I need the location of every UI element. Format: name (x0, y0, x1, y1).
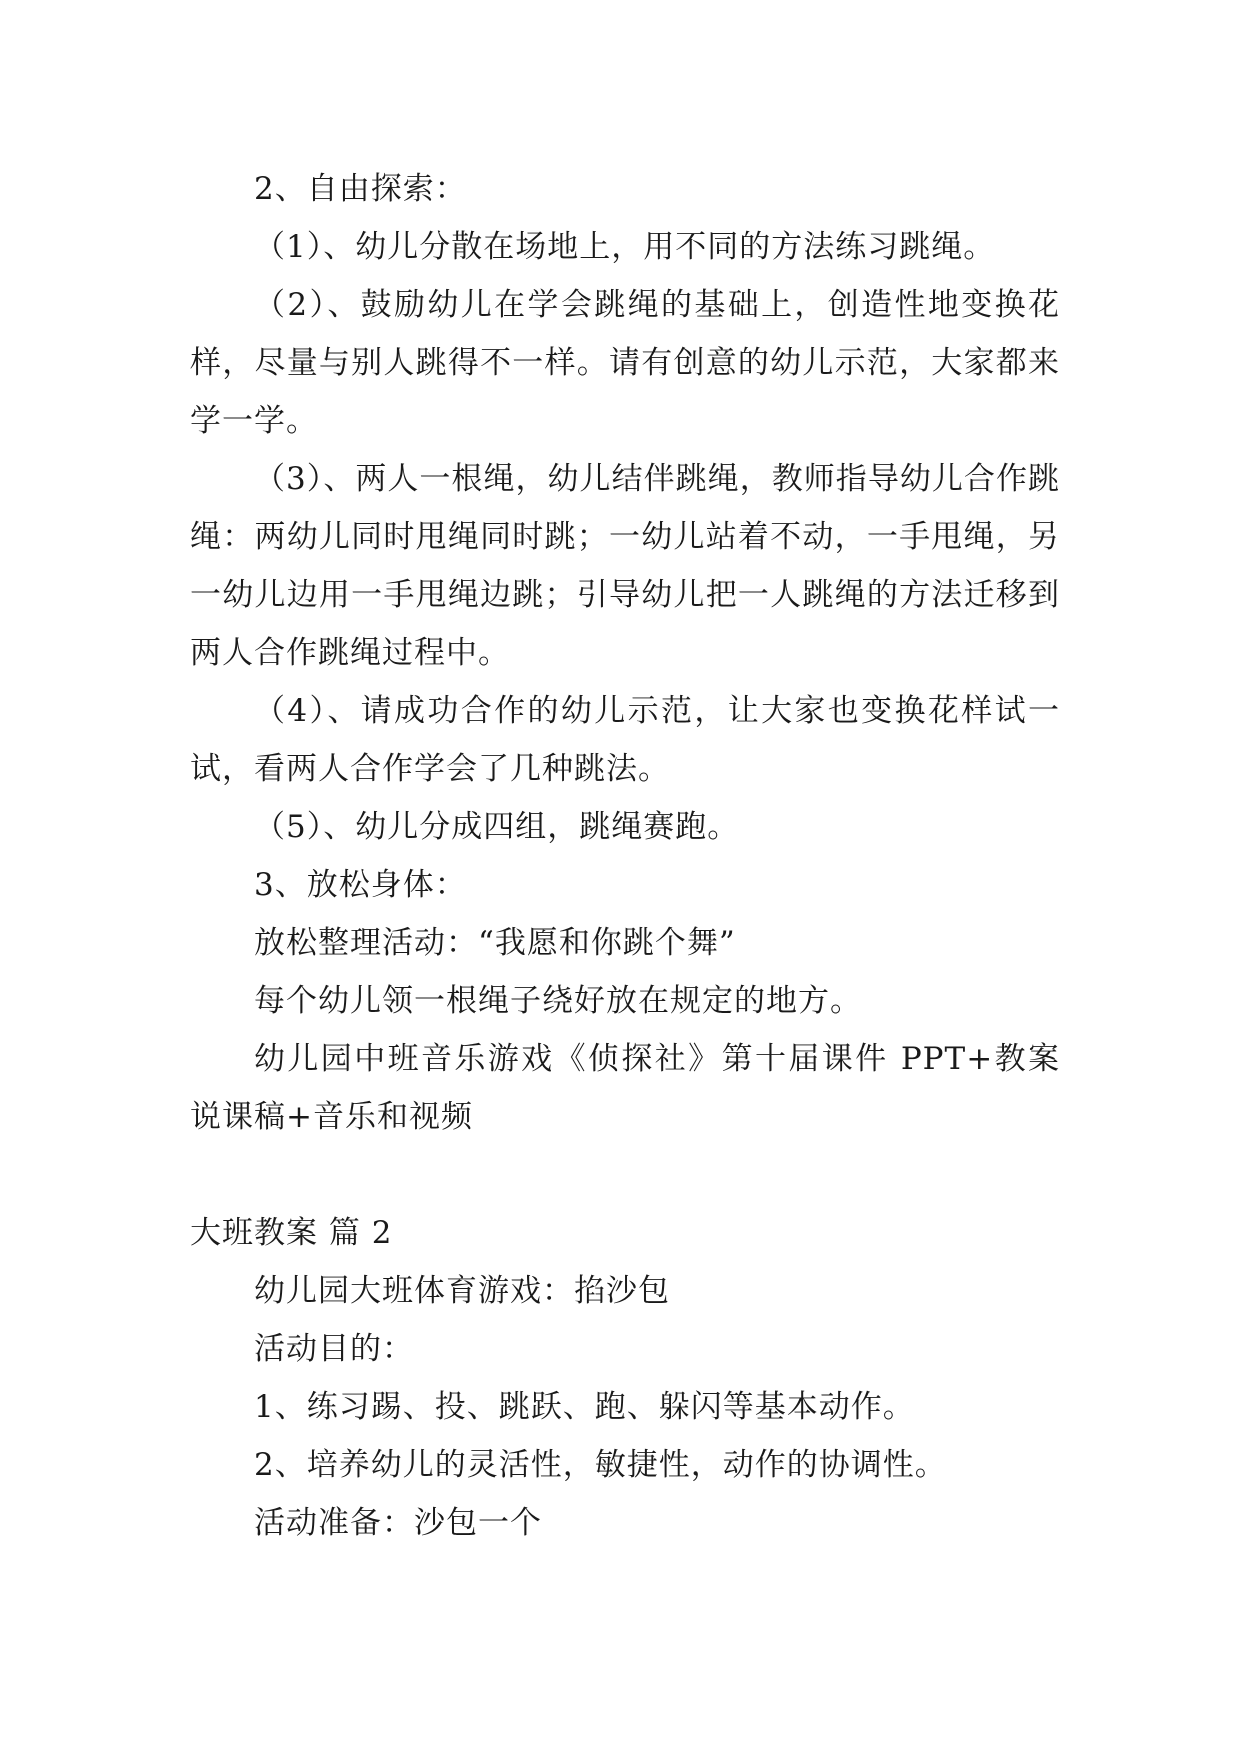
paragraph: （2）、鼓励幼儿在学会跳绳的基础上，创造性地变换花样，尽量与别人跳得不一样。请有创意的幼儿示范，大家都来学一学。 (190, 287, 1060, 439)
paragraph: （1）、幼儿分散在场地上，用不同的方法练习跳绳。 (254, 229, 996, 265)
paragraph: （3）、两人一根绳，幼儿结伴跳绳，教师指导幼儿合作跳绳：两幼儿同时甩绳同时跳；一幼儿站着不动，一手甩绳，另一幼儿边用一手甩绳边跳；引导幼儿把一人跳绳的方法迁移到两人合作跳绳过程中。 (190, 461, 1060, 671)
paragraph: 1、练习踢、投、跳跃、跑、躲闪等基本动作。 (254, 1389, 915, 1425)
paragraph: 3、放松身体： (254, 867, 467, 903)
paragraph: 活动目的： (254, 1331, 414, 1367)
paragraph: 2、自由探索： (254, 171, 467, 207)
paragraph: 幼儿园中班音乐游戏《侦探社》第十届课件 PPT+教案说课稿+音乐和视频 (190, 1041, 1060, 1135)
document-body (190, 160, 1060, 1552)
section-spacer (190, 1146, 1060, 1204)
paragraph: （4）、请成功合作的幼儿示范，让大家也变换花样试一试，看两人合作学会了几种跳法。 (190, 693, 1060, 787)
paragraph: 放松整理活动：“我愿和你跳个舞” (254, 925, 736, 961)
paragraph: 活动准备：沙包一个 (254, 1505, 542, 1541)
paragraph: 2、培养幼儿的灵活性，敏捷性，动作的协调性。 (254, 1447, 947, 1483)
paragraph: 幼儿园大班体育游戏：掐沙包 (254, 1273, 670, 1309)
section-title: 大班教案 篇 2 (190, 1215, 393, 1251)
paragraph: 每个幼儿领一根绳子绕好放在规定的地方。 (254, 983, 862, 1019)
paragraph: （5）、幼儿分成四组，跳绳赛跑。 (254, 809, 740, 845)
